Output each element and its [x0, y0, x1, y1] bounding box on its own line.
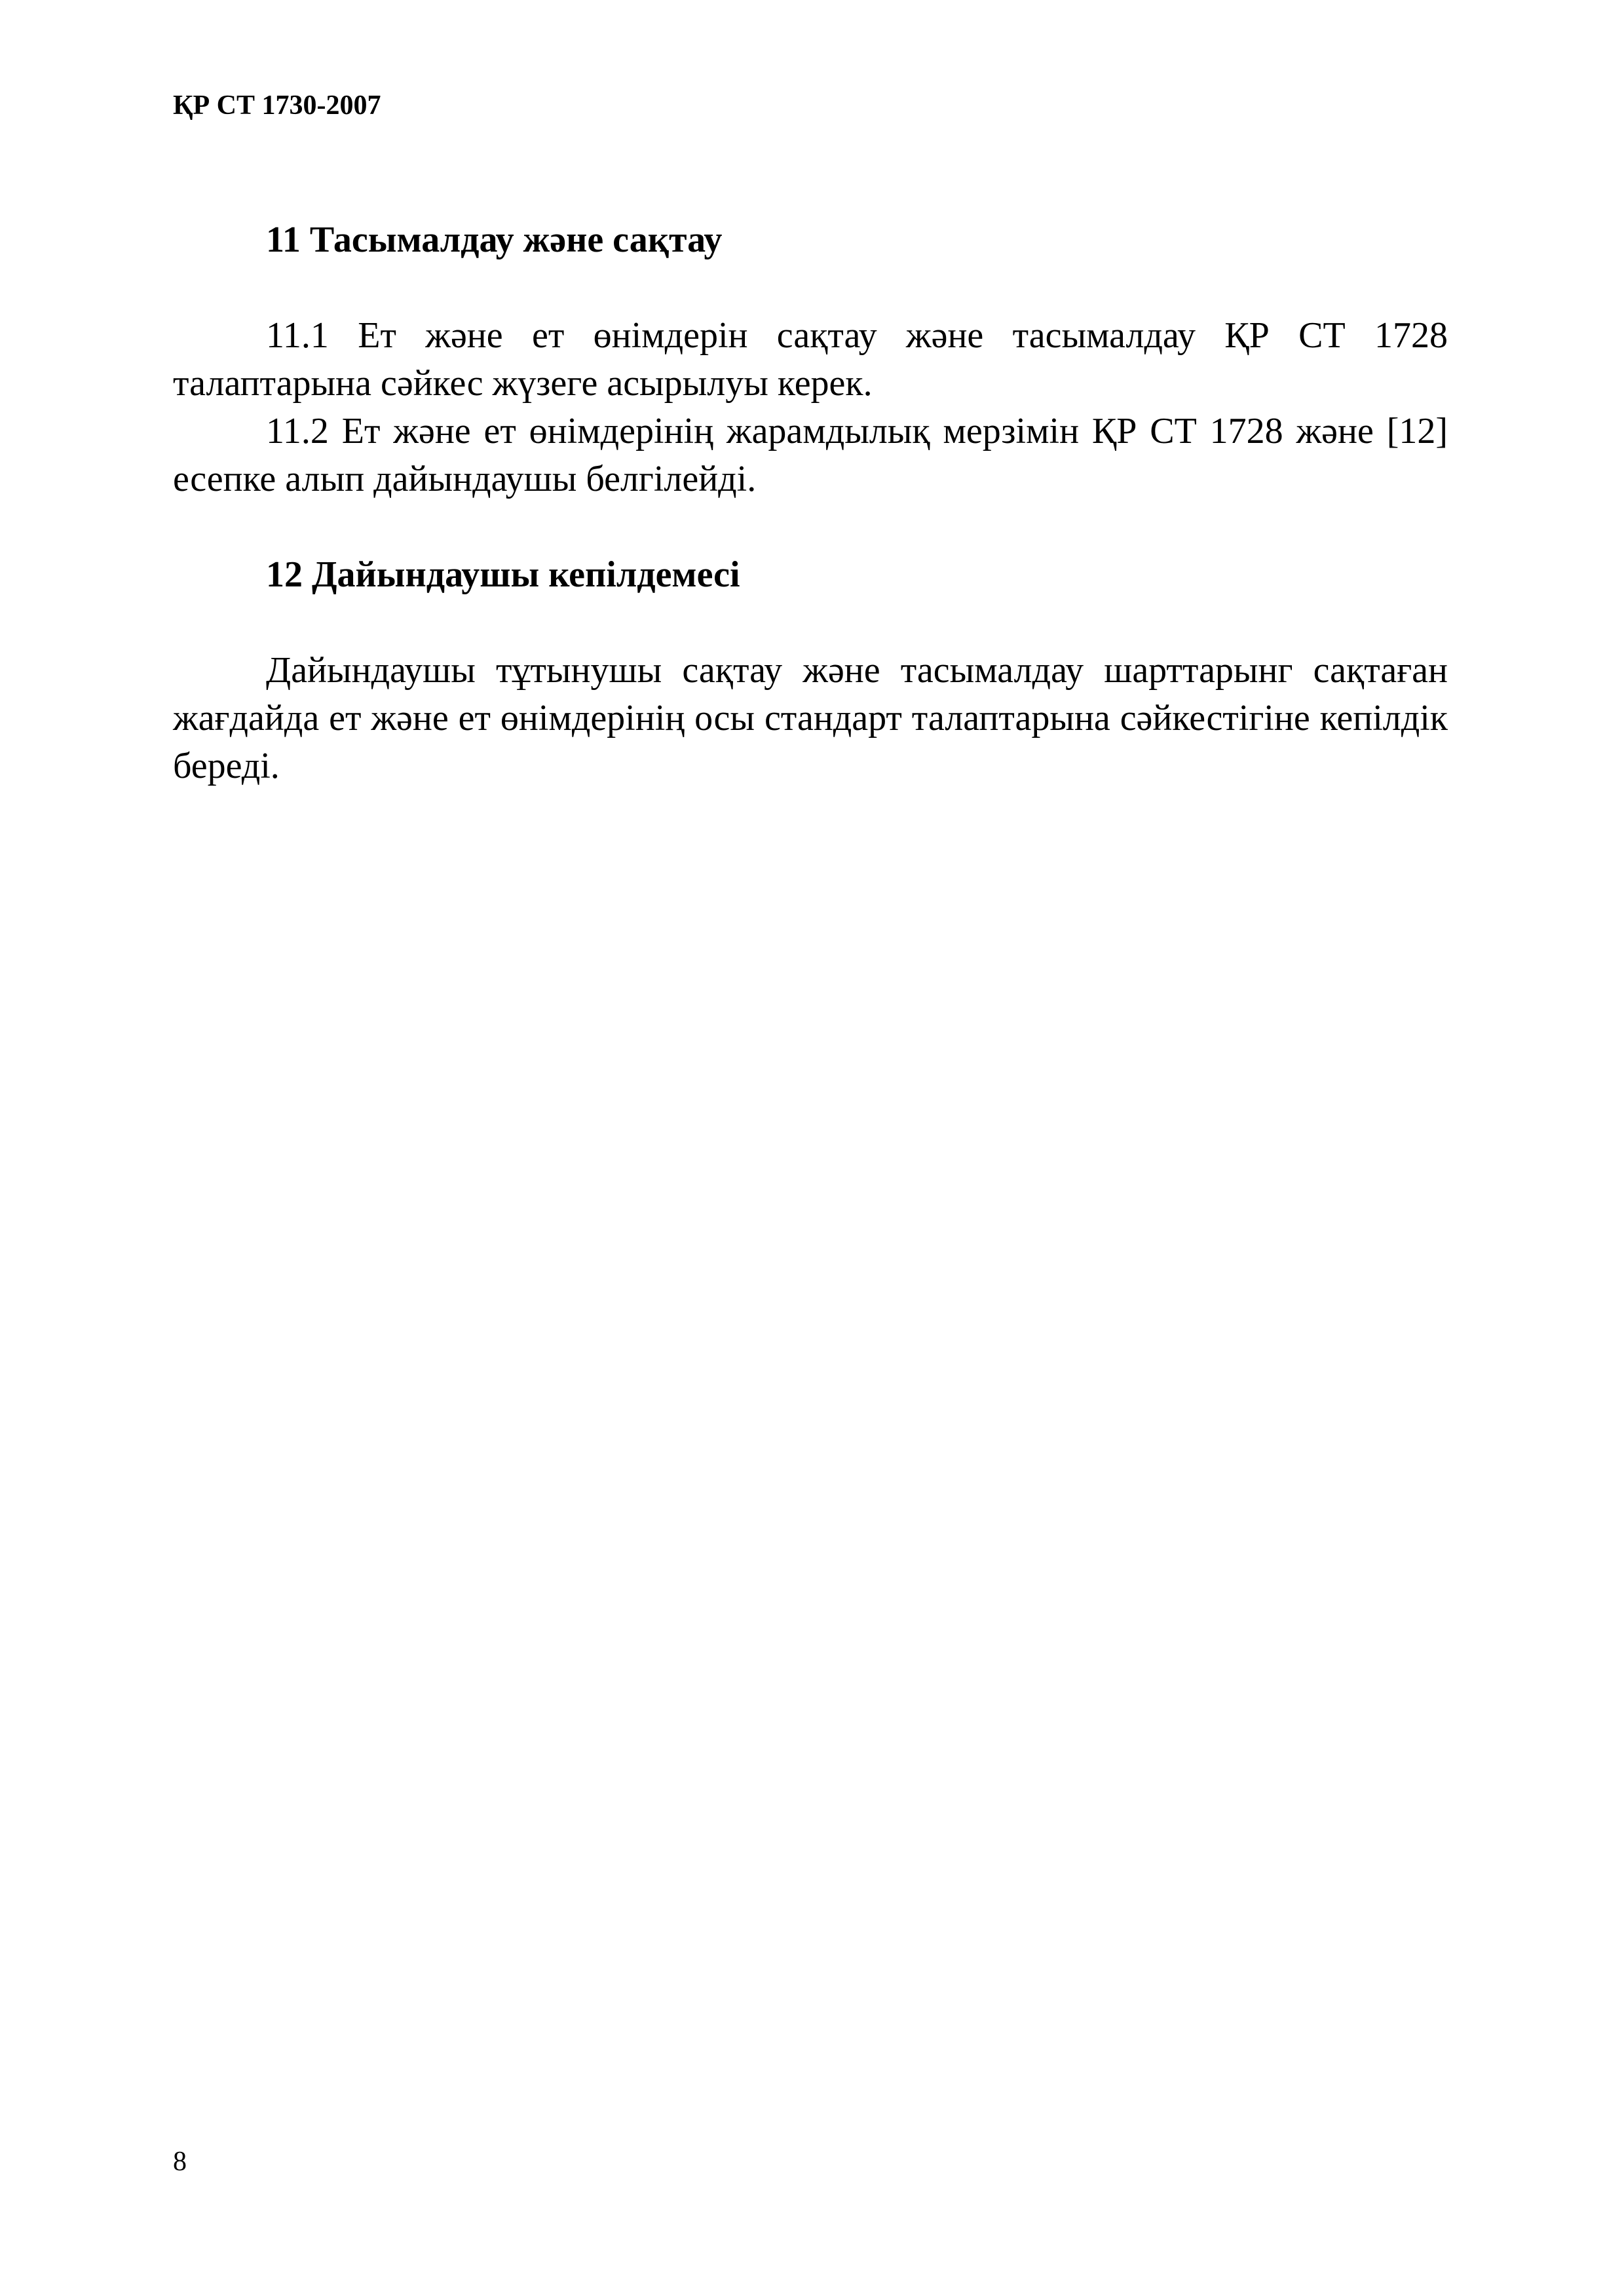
spacer: [173, 264, 1448, 312]
paragraph-11-1: 11.1 Ет және ет өнімдерін сақтау және тасымалдау ҚР СТ 1728 талаптарына сәйкес жүзеге асырылуы керек.: [173, 315, 1448, 404]
paragraph-11-2: 11.2 Ет және ет өнімдерінің жарамдылық мерзімін ҚР СТ 1728 және [12] есепке алып дайындаушы белгілейді.: [173, 411, 1448, 499]
section-title-manufacturer-guarantee: 12 Дайындаушы кепілдемесі: [266, 554, 740, 595]
spacer: [173, 503, 1448, 551]
spacer: [173, 599, 1448, 647]
paragraph-guarantee: Дайындаушы тұтынушы сақтау және тасымалдау шарттарынг сақтаған жағдайда ет және ет өнімдерінің осы стандарт талаптарына сәйкестігіне кепілдік береді.: [173, 650, 1448, 786]
document-body: [173, 216, 1448, 790]
page-number: 8: [173, 2147, 187, 2177]
section-title-transport-storage: 11 Тасымалдау және сақтау: [266, 220, 723, 260]
standard-code-header: ҚР СТ 1730-2007: [173, 90, 381, 121]
